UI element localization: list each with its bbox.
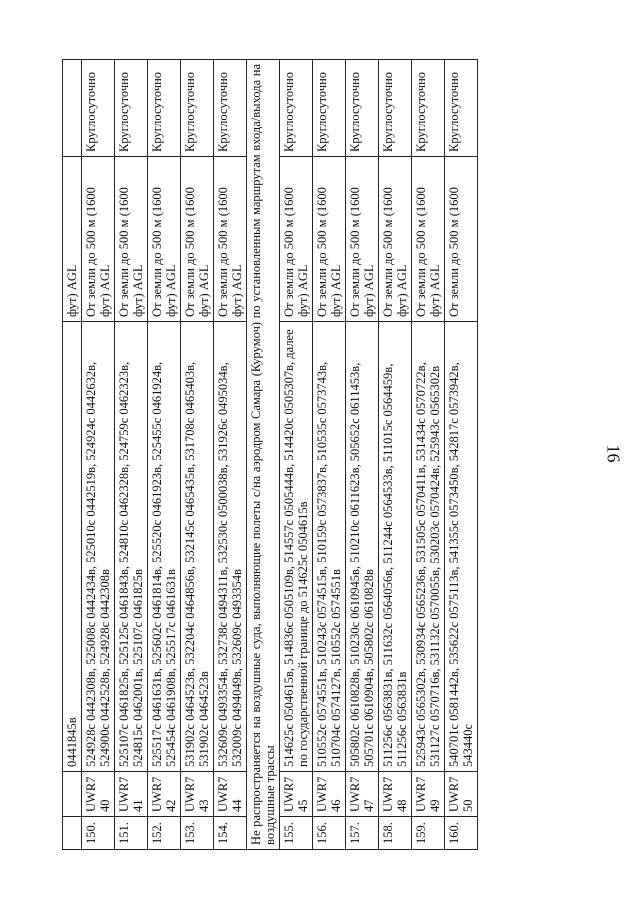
cell-code xyxy=(63,772,82,817)
cell-points: 525107с 0461825в, 525125с 0461843в, 524810с 0462328в, 524759с 0462323в, 524815с 0462001в, 525107с 0461825в xyxy=(115,322,148,772)
cell-num: 153. xyxy=(181,817,214,850)
cell-num: 156. xyxy=(313,817,346,850)
cell-time: Круглосуточно xyxy=(214,60,247,157)
cell-num: 151. xyxy=(115,817,148,850)
cell-altitude: От земли до 500 м (1600 xyxy=(445,157,478,322)
cell-altitude: От земли до 500 м (1600 фут) AGL xyxy=(181,157,214,322)
note-text: Не распространяется на воздушные суда, выполняющие полеты с/на аэродром Самара (Курумоч) по установленным маршрутам входа/выхода на воздушные трассы xyxy=(247,60,280,850)
cell-time: Круглосуточно xyxy=(280,60,313,157)
restricted-zones-table xyxy=(62,59,478,850)
cell-num: 154. xyxy=(214,817,247,850)
cell-time: Круглосуточно xyxy=(412,60,445,157)
cell-points: 510552с 0574551в, 510243с 0574515в, 510159с 0573837в, 510535с 0573743в, 510704с 0574127в, 510552с 0574551в xyxy=(313,322,346,772)
cell-code: UWR749 xyxy=(412,772,445,817)
cell-code: UWR742 xyxy=(148,772,181,817)
cell-time: Круглосуточно xyxy=(115,60,148,157)
cell-altitude: От земли до 500 м (1600 фут) AGL xyxy=(214,157,247,322)
cell-points: 0441845в xyxy=(63,322,82,772)
cell-num xyxy=(63,817,82,850)
table-row xyxy=(412,60,445,850)
table-row xyxy=(181,60,214,850)
cell-num: 159. xyxy=(412,817,445,850)
cell-num: 155. xyxy=(280,817,313,850)
cell-code: UWR743 xyxy=(181,772,214,817)
cell-time xyxy=(63,60,82,157)
cell-altitude: От земли до 500 м (1600 фут) AGL xyxy=(82,157,115,322)
cell-points: 525517с 0461631в, 525602с 0461814в, 525520с 0461923в, 525455с 0461924в, 525454с 0461908в, 525517с 0461631в xyxy=(148,322,181,772)
cell-altitude: От земли до 500 м (1600 фут) AGL xyxy=(148,157,181,322)
table-row xyxy=(313,60,346,850)
cell-code: UWR747 xyxy=(346,772,379,817)
cell-code: UWR750 xyxy=(445,772,478,817)
cell-time: Круглосуточно xyxy=(445,60,478,157)
cell-num: 157. xyxy=(346,817,379,850)
cell-num: 158. xyxy=(379,817,412,850)
cell-code: UWR746 xyxy=(313,772,346,817)
cell-points: 511256с 0563831в, 511632с 0564056в, 511244с 0564533в, 511015с 0564459в, 511256с 0563831в xyxy=(379,322,412,772)
table-row xyxy=(214,60,247,850)
cell-time: Круглосуточно xyxy=(181,60,214,157)
cell-num: 150. xyxy=(82,817,115,850)
cell-num: 152. xyxy=(148,817,181,850)
cell-num: 160. xyxy=(445,817,478,850)
cell-time: Круглосуточно xyxy=(346,60,379,157)
cell-code: UWR748 xyxy=(379,772,412,817)
cell-altitude: От земли до 500 м (1600 фут) AGL xyxy=(280,157,313,322)
cell-points: 532609с 0493354в, 532738с 0494311в, 532530с 0500038в, 531926с 0495034в, 532009с 0494049в, 532609с 0493354в xyxy=(214,322,247,772)
cell-time: Круглосуточно xyxy=(82,60,115,157)
cell-altitude: От земли до 500 м (1600 фут) AGL xyxy=(412,157,445,322)
table-row xyxy=(379,60,412,850)
cell-altitude: От земли до 500 м (1600 фут) AGL xyxy=(346,157,379,322)
cell-code: UWR745 xyxy=(280,772,313,817)
cell-points: 514625с 0504615в, 514836с 0505109в, 514557с 0505444в, 514420с 0505307в, далее по государственной границе до 514625с 0504615в xyxy=(280,322,313,772)
cell-time: Круглосуточно xyxy=(148,60,181,157)
table-row xyxy=(280,60,313,850)
cell-time: Круглосуточно xyxy=(379,60,412,157)
page-number: 16 xyxy=(603,444,624,463)
cell-points: 531902с 0464523в, 532204с 0464856в, 532145с 0465435в, 531708с 0465403в, 531902с 0464523в xyxy=(181,322,214,772)
table-row xyxy=(445,60,478,850)
cell-points: 540701с 0581442в, 535622с 0575113в, 541355с 0573450в, 542817с 0573942в, 543440с xyxy=(445,322,478,772)
cell-code: UWR744 xyxy=(214,772,247,817)
table-row xyxy=(82,60,115,850)
rotated-table-container xyxy=(62,60,557,850)
cell-code: UWR740 xyxy=(82,772,115,817)
table-row xyxy=(115,60,148,850)
note-row xyxy=(247,60,280,850)
table-row xyxy=(148,60,181,850)
cell-altitude: От земли до 500 м (1600 фут) AGL xyxy=(115,157,148,322)
cell-points: 505802с 0610828в, 510230с 0610945в, 510210с 0611623в, 505652с 0611453в, 505701с 0610904в, 505802с 0610828в xyxy=(346,322,379,772)
cell-altitude: От земли до 500 м (1600 фут) AGL xyxy=(313,157,346,322)
cell-altitude: От земли до 500 м (1600 фут) AGL xyxy=(379,157,412,322)
cell-time: Круглосуточно xyxy=(313,60,346,157)
continuation-row xyxy=(63,60,82,850)
table-row xyxy=(346,60,379,850)
cell-points: 524928с 0442308в, 525008с 0442434в, 525010с 0442519в, 524924с 0442632в, 524900с 0442528в, 524928с 0442308в xyxy=(82,322,115,772)
cell-points: 525943с 0565302в, 530934с 0565236в, 531505с 0570411в, 531434с 0570722в, 531127с 0570716в, 531132с 0570055в, 530203с 0570424в, 525943с 0565302в xyxy=(412,322,445,772)
cell-code: UWR741 xyxy=(115,772,148,817)
cell-altitude: фут) AGL xyxy=(63,157,82,322)
